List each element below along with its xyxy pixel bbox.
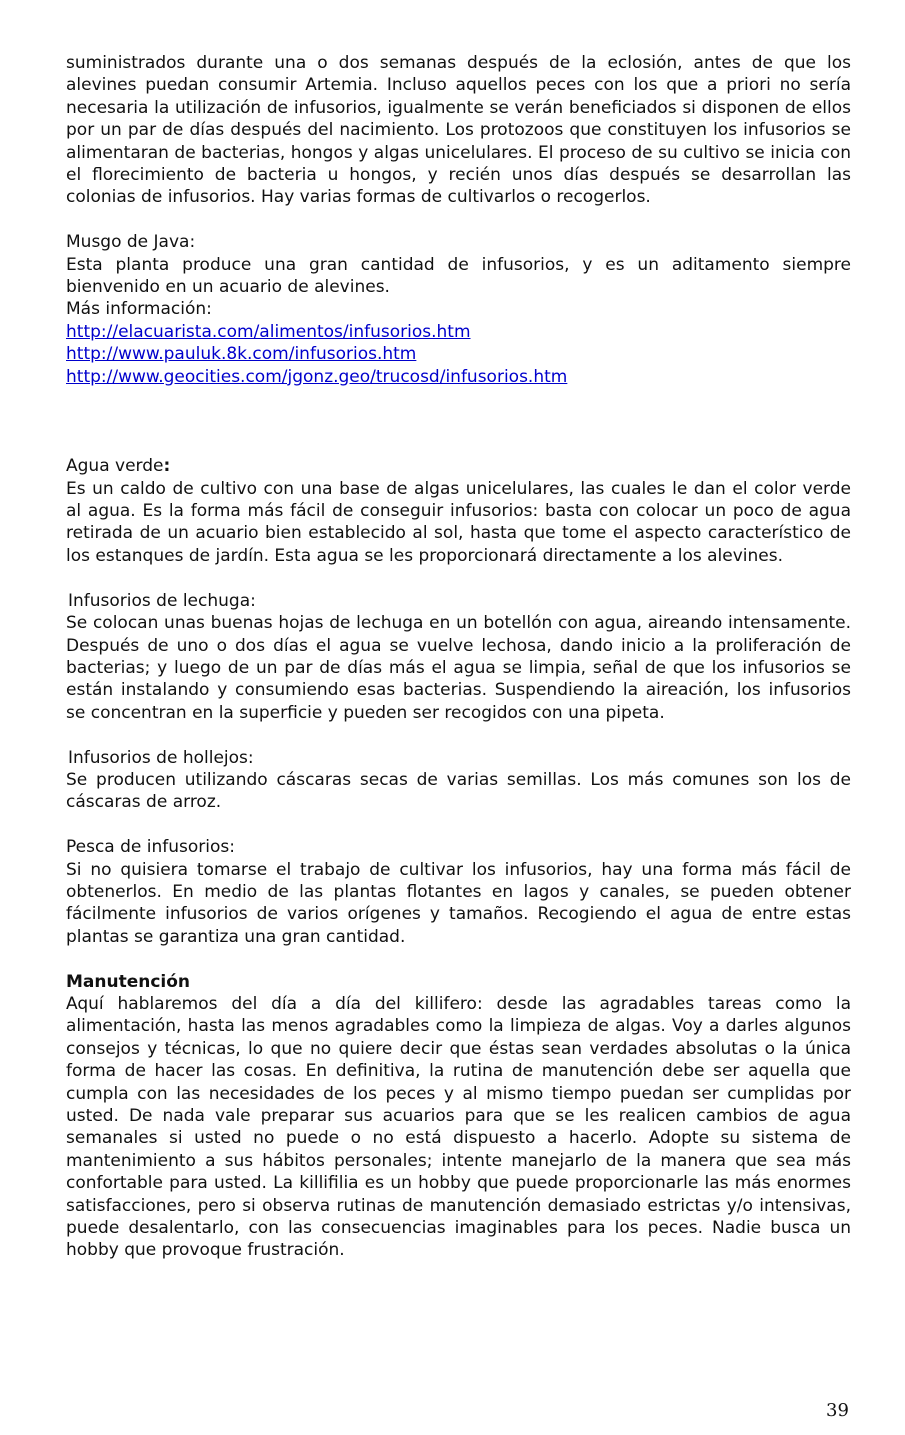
more-info-label: Más información: xyxy=(66,299,212,320)
manutencion-paragraph: Aquí hablaremos del día a día del killifero: desde las agradables tareas como la alimentación, hasta las menos agradables como la limpieza de algas. Voy a darles algunos consejos y técnicas, lo que no quiere decir que éstas sean verdades absolutas o la única forma de hacer las cosas. En definitiva, la rutina de manutención debe ser aquella que cumpla con las necesidades de los peces y al mismo tiempo puedan ser cumplidas por usted. De nada vale preparar sus acuarios para que se les realicen cambios de agua semanales si usted no puede o no está dispuesto a hacerlo. Adopte su sistema de mantenimiento a sus hábitos personales; intente manejarlo de la manera que sea más confortable para usted. La killifilia es un hobby que puede proporcionarle las más enormes satisfacciones, pero si observa rutinas de manutención demasiado estrictas y/o intensivas, puede desalentarlo, con las consecuencias imaginables para los peces. Nadie busca un hobby que provoque frustración. xyxy=(66,993,851,1261)
agua-heading-colon: : xyxy=(163,456,171,477)
agua-paragraph: Es un caldo de cultivo con una base de algas unicelulares, las cuales le dan el color verde al agua. Es la forma más fácil de conseguir infusorios: basta con colocar un poco de agua retirada de un acuario bien establecido al sol, hasta que tome el aspecto característico de los estanques de jardín. Esta agua se les proporcionará directamente a los alevines. xyxy=(66,478,851,566)
link-pauluk[interactable]: http://www.pauluk.8k.com/infusorios.htm xyxy=(66,344,417,365)
page-number: 39 xyxy=(826,1400,849,1421)
agua-heading xyxy=(66,455,851,477)
intro-paragraph: suministrados durante una o dos semanas después de la eclosión, antes de que los alevines puedan consumir Artemia. Incluso aquellos peces con los que a priori no sería necesaria la utilización de infusorios, igualmente se verán beneficiados si disponen de ellos por un par de días después del nacimiento. Los protozoos que constituyen los infusorios se alimentaran de bacterias, hongos y algas unicelulares. El proceso de su cultivo se inicia con el florecimiento de bacteria u hongos, y recién unos días después se desarrollan las colonias de infusorios. Hay varias formas de cultivarlos o recogerlos. xyxy=(66,53,851,208)
musgo-paragraph: Esta planta produce una gran cantidad de infusorios, y es un aditamento siempre bienvenido en un acuario de alevines. xyxy=(66,254,851,298)
link-geocities[interactable]: http://www.geocities.com/jgonz.geo/trucosd/infusorios.htm xyxy=(66,366,568,387)
musgo-heading: Musgo de Java: xyxy=(66,232,196,253)
pesca-heading: Pesca de infusorios: xyxy=(66,837,235,858)
lechuga-paragraph: Se colocan unas buenas hojas de lechuga en un botellón con agua, aireando intensamente. Después de uno o dos días el agua se vuelve lechosa, dando inicio a la proliferación de bacterias; y luego de un par de días más el agua se limpia, señal de que los infusorios se están instalando y consumiendo esas bacterias. Suspendiendo la aireación, los infusorios se concentran en la superficie y pueden ser recogidos con una pipeta. xyxy=(66,613,851,723)
lechuga-heading: Infusorios de lechuga: xyxy=(68,590,256,611)
hollejos-paragraph: Se producen utilizando cáscaras secas de varias semillas. Los más comunes son los de cáscaras de arroz. xyxy=(66,769,851,813)
hollejos-heading: Infusorios de hollejos: xyxy=(68,747,254,768)
pesca-paragraph: Si no quisiera tomarse el trabajo de cultivar los infusorios, hay una forma más fácil de obtenerlos. En medio de las plantas flotantes en lagos y canales, se pueden obtener fácilmente infusorios de varios orígenes y tamaños. Recogiendo el agua de entre estas plantas se garantiza una gran cantidad. xyxy=(66,859,851,947)
manutencion-heading: Manutención xyxy=(66,971,191,992)
link-elacuarista[interactable]: http://elacuarista.com/alimentos/infusorios.htm xyxy=(66,321,471,342)
page-body xyxy=(66,52,851,1262)
agua-heading-text: Agua verde xyxy=(66,456,164,477)
